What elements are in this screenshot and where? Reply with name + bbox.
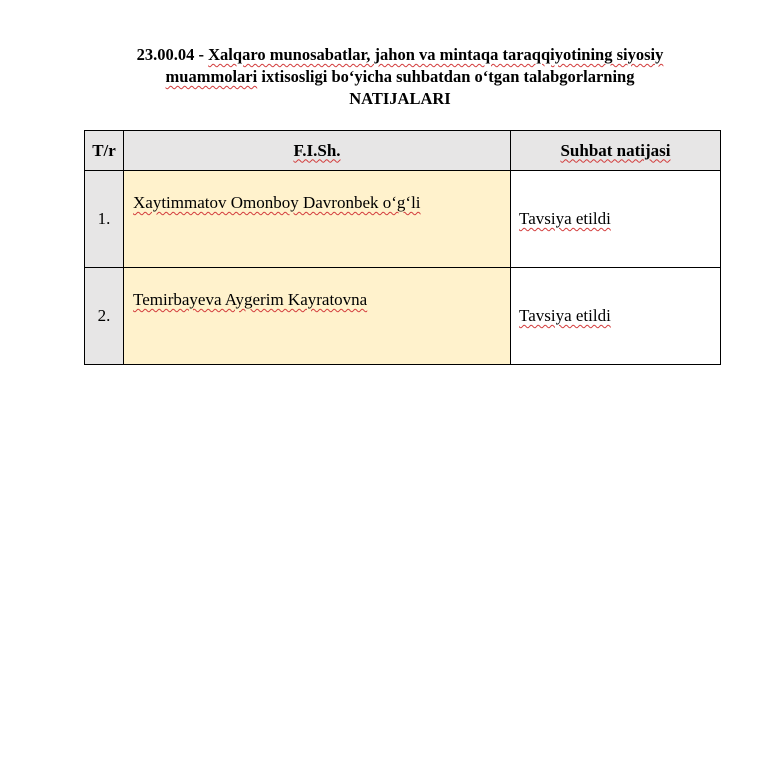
title-line-1	[60, 44, 740, 66]
header-name-label: F.I.Sh.	[293, 140, 341, 160]
table-row	[85, 268, 721, 365]
row-number-cell	[85, 171, 124, 268]
title-line-2-part-2: ixtisosligi bo‘yicha suhbatdan o‘tgan talabgorlarning	[257, 67, 635, 86]
specialty-code: 23.00.04	[136, 45, 195, 64]
title-line-3: NATIJALARI	[349, 89, 451, 108]
table-row	[85, 171, 721, 268]
row-result-cell	[511, 268, 721, 365]
row-number-cell	[85, 268, 124, 365]
header-number-label: T/r	[92, 140, 116, 160]
interview-result: Tavsiya etildi	[519, 209, 611, 228]
table-header-row	[85, 131, 721, 171]
title-line-2	[60, 66, 740, 88]
document-title	[60, 44, 740, 110]
interview-result: Tavsiya etildi	[519, 306, 611, 325]
results-table	[84, 130, 721, 365]
candidate-name: Xaytimmatov Omonboy Davronbek o‘g‘li	[133, 193, 421, 212]
row-result-cell	[511, 171, 721, 268]
title-line-2-part-1: muammolari	[165, 67, 258, 86]
row-number: 2.	[97, 306, 111, 325]
specialty-name: Xalqaro munosabatlar, jahon va mintaqa taraqqiyotining siyosiy	[208, 45, 664, 64]
title-separator: -	[194, 45, 209, 64]
header-name	[124, 131, 511, 171]
row-name-cell	[124, 171, 511, 268]
row-name-cell	[124, 268, 511, 365]
candidate-name: Temirbayeva Aygerim Kayratovna	[133, 290, 368, 309]
header-result	[511, 131, 721, 171]
header-result-label: Suhbat natijasi	[560, 140, 671, 160]
header-number	[85, 131, 124, 171]
row-number: 1.	[97, 209, 111, 228]
